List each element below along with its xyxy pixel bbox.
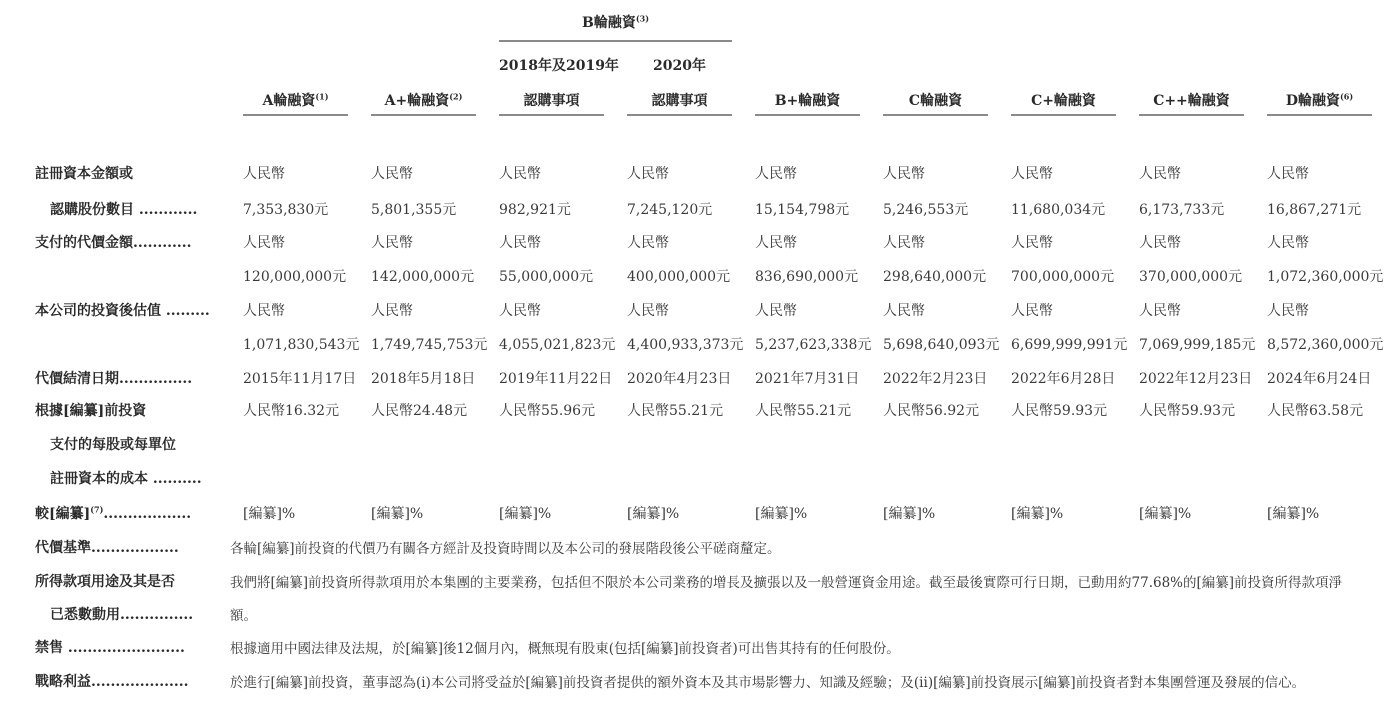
valuation-value: 8,572,360,000元: [1267, 337, 1384, 353]
column-header: [243, 90, 348, 110]
settlement-date-value: 2020年4月23日: [627, 371, 732, 387]
label-valuation: 本公司的投資後估值 .........: [35, 303, 210, 319]
column-title: 認購事項: [651, 93, 708, 109]
registered-capital-value: 11,680,034元: [1011, 202, 1106, 218]
currency-label: 人民幣: [1011, 303, 1053, 319]
currency-label: 人民幣: [1011, 166, 1053, 182]
label-lockup: 禁售 ........................: [35, 640, 185, 656]
column-header: [499, 90, 604, 110]
column-header: [883, 90, 988, 110]
column-header-rule: [371, 114, 476, 116]
label-basis: 代價基準..................: [35, 540, 179, 556]
currency-label: 人民幣: [243, 235, 285, 251]
valuation-value: 6,699,999,991元: [1011, 337, 1128, 353]
consideration-value: 1,072,360,000元: [1267, 269, 1384, 285]
column-title: C++輪融資: [1153, 93, 1230, 109]
leader-dots: ..................: [103, 506, 192, 522]
label-settlement-date: 代價結清日期...............: [35, 371, 193, 387]
registered-capital-value: 5,801,355元: [371, 202, 457, 218]
column-title: 認購事項: [523, 93, 580, 109]
consideration-value: 298,640,000元: [883, 269, 987, 285]
use-of-proceeds-text-2: 額。: [230, 608, 257, 624]
currency-label: 人民幣: [499, 166, 541, 182]
consideration-value: 120,000,000元: [243, 269, 347, 285]
currency-label: 人民幣: [883, 303, 925, 319]
column-title: C+輪融資: [1031, 93, 1096, 109]
cost-per-share-value: 人民幣24.48元: [371, 403, 468, 419]
consideration-value: 142,000,000元: [371, 269, 475, 285]
registered-capital-value: 5,246,553元: [883, 202, 969, 218]
cost-per-share-value: 人民幣59.93元: [1011, 403, 1108, 419]
label-registered-capital: 註冊資本金額或: [35, 166, 133, 182]
currency-label: 人民幣: [243, 166, 285, 182]
column-header: [1011, 90, 1116, 110]
label-subscribed-shares: 認購股份數目 ............: [50, 202, 198, 218]
use-of-proceeds-text-1: 我們將[編纂]前投資所得款項用於本集團的主要業務，包括但不限於本公司業務的增長及擴張以及一般營運資金用途。截至最後實際可行日期，已動用約77.68%的[編纂]前投資所得款項淨: [230, 575, 1343, 591]
label-fully-utilized: 已悉數動用...............: [50, 607, 194, 623]
currency-label: 人民幣: [1139, 235, 1181, 251]
column-header: [371, 90, 476, 110]
currency-label: 人民幣: [1267, 235, 1309, 251]
currency-label: 人民幣: [755, 303, 797, 319]
lockup-text: 根據適用中國法律及法規，於[編纂]後12個月內，概無現有股東(包括[編纂]前投資者)可出售其持有的任何股份。: [230, 641, 900, 657]
registered-capital-value: 6,173,733元: [1139, 202, 1225, 218]
b-round-title: B輪融資: [582, 15, 636, 31]
label-consideration: 支付的代價金額............: [35, 235, 192, 251]
currency-label: 人民幣: [371, 303, 413, 319]
column-header: [755, 90, 860, 110]
column-header-rule: [1011, 114, 1116, 116]
currency-label: 人民幣: [499, 235, 541, 251]
currency-label: 人民幣: [499, 303, 541, 319]
consideration-value: 836,690,000元: [755, 269, 859, 285]
column-header-rule: [627, 114, 732, 116]
valuation-value: 1,071,830,543元: [243, 337, 360, 353]
settlement-date-value: 2021年7月31日: [755, 371, 860, 387]
footnote-ref: (7): [90, 504, 104, 515]
discount-value: [編纂]%: [243, 506, 296, 522]
settlement-date-value: 2022年12月23日: [1139, 371, 1253, 387]
consideration-value: 55,000,000元: [499, 269, 594, 285]
currency-label: 人民幣: [627, 235, 669, 251]
valuation-value: 7,069,999,185元: [1139, 337, 1256, 353]
currency-label: 人民幣: [883, 235, 925, 251]
registered-capital-value: 982,921元: [499, 202, 571, 218]
discount-value: [編纂]%: [371, 506, 424, 522]
column-title: A+輪融資: [384, 93, 450, 109]
cost-per-share-value: 人民幣56.92元: [883, 403, 980, 419]
valuation-value: 5,698,640,093元: [883, 337, 1000, 353]
column-header-line1: 2020年: [653, 58, 706, 74]
discount-value: [編纂]%: [627, 506, 680, 522]
settlement-date-value: 2022年6月28日: [1011, 371, 1116, 387]
label-cost-3: 註冊資本的成本 ..........: [50, 471, 202, 487]
column-title: A輪融資: [262, 93, 316, 109]
column-title: D輪融資: [1285, 93, 1340, 109]
column-header: [1267, 90, 1372, 110]
currency-label: 人民幣: [627, 303, 669, 319]
column-header-rule: [1267, 114, 1372, 116]
column-title: B+輪融資: [774, 93, 841, 109]
cost-per-share-value: 人民幣55.96元: [499, 403, 596, 419]
currency-label: 人民幣: [371, 235, 413, 251]
settlement-date-value: 2018年5月18日: [371, 371, 476, 387]
currency-label: 人民幣: [627, 166, 669, 182]
cost-per-share-value: 人民幣16.32元: [243, 403, 340, 419]
cost-per-share-value: 人民幣63.58元: [1267, 403, 1364, 419]
currency-label: 人民幣: [755, 235, 797, 251]
currency-label: 人民幣: [1267, 166, 1309, 182]
basis-text: 各輪[編纂]前投資的代價乃有關各方經計及投資時間以及本公司的發展階段後公平磋商釐定。: [230, 541, 781, 557]
discount-value: [編纂]%: [499, 506, 552, 522]
column-header-rule: [499, 114, 604, 116]
discount-value: [編纂]%: [1011, 506, 1064, 522]
currency-label: 人民幣: [243, 303, 285, 319]
discount-text: 較[編纂]: [35, 506, 91, 522]
cost-per-share-value: 人民幣55.21元: [755, 403, 852, 419]
footnote-ref: (1): [315, 91, 329, 102]
currency-label: 人民幣: [371, 166, 413, 182]
registered-capital-value: 7,353,830元: [243, 202, 329, 218]
column-header: [627, 90, 732, 110]
settlement-date-value: 2019年11月22日: [499, 371, 613, 387]
registered-capital-value: 16,867,271元: [1267, 202, 1362, 218]
label-cost-1: 根據[編纂]前投資: [35, 403, 147, 419]
column-header-rule: [1139, 114, 1244, 116]
column-header-rule: [755, 114, 860, 116]
consideration-value: 370,000,000元: [1139, 269, 1243, 285]
discount-value: [編纂]%: [755, 506, 808, 522]
currency-label: 人民幣: [883, 166, 925, 182]
column-header-rule: [883, 114, 988, 116]
currency-label: 人民幣: [1267, 303, 1309, 319]
footnote-ref: (6): [1340, 91, 1354, 102]
b-round-rule: [499, 40, 732, 42]
currency-label: 人民幣: [1011, 235, 1053, 251]
column-title: C輪融資: [908, 93, 963, 109]
label-cost-2: 支付的每股或每單位: [50, 437, 176, 453]
footnote-ref: (2): [449, 91, 463, 102]
column-header-rule: [243, 114, 348, 116]
discount-value: [編纂]%: [1139, 506, 1192, 522]
valuation-value: 4,400,933,373元: [627, 337, 744, 353]
currency-label: 人民幣: [755, 166, 797, 182]
valuation-value: 5,237,623,338元: [755, 337, 872, 353]
label-discount: [35, 503, 191, 523]
strategic-benefits-text: 於進行[編纂]前投資，董事認為(i)本公司將受益於[編纂]前投資者提供的額外資本及其市場影響力、知識及經驗；及(ii)[編纂]前投資展示[編纂]前投資者對本集團營運及發展的信心。: [230, 675, 1306, 691]
consideration-value: 700,000,000元: [1011, 269, 1115, 285]
valuation-value: 1,749,745,753元: [371, 337, 488, 353]
column-header: [1139, 90, 1244, 110]
settlement-date-value: 2024年6月24日: [1267, 371, 1372, 387]
settlement-date-value: 2022年2月23日: [883, 371, 988, 387]
discount-value: [編纂]%: [883, 506, 936, 522]
valuation-value: 4,055,021,823元: [499, 337, 616, 353]
cost-per-share-value: 人民幣59.93元: [1139, 403, 1236, 419]
discount-value: [編纂]%: [1267, 506, 1320, 522]
currency-label: 人民幣: [1139, 166, 1181, 182]
settlement-date-value: 2015年11月17日: [243, 371, 357, 387]
label-use-of-proceeds: 所得款項用途及其是否: [35, 574, 175, 590]
registered-capital-value: 15,154,798元: [755, 202, 850, 218]
b-round-group-header: [499, 12, 732, 32]
cost-per-share-value: 人民幣55.21元: [627, 403, 724, 419]
registered-capital-value: 7,245,120元: [627, 202, 713, 218]
consideration-value: 400,000,000元: [627, 269, 731, 285]
label-strategic-benefits: 戰略利益....................: [35, 674, 189, 690]
column-header-line1: 2018年及2019年: [499, 58, 619, 74]
footnote-ref: (3): [635, 13, 649, 24]
currency-label: 人民幣: [1139, 303, 1181, 319]
